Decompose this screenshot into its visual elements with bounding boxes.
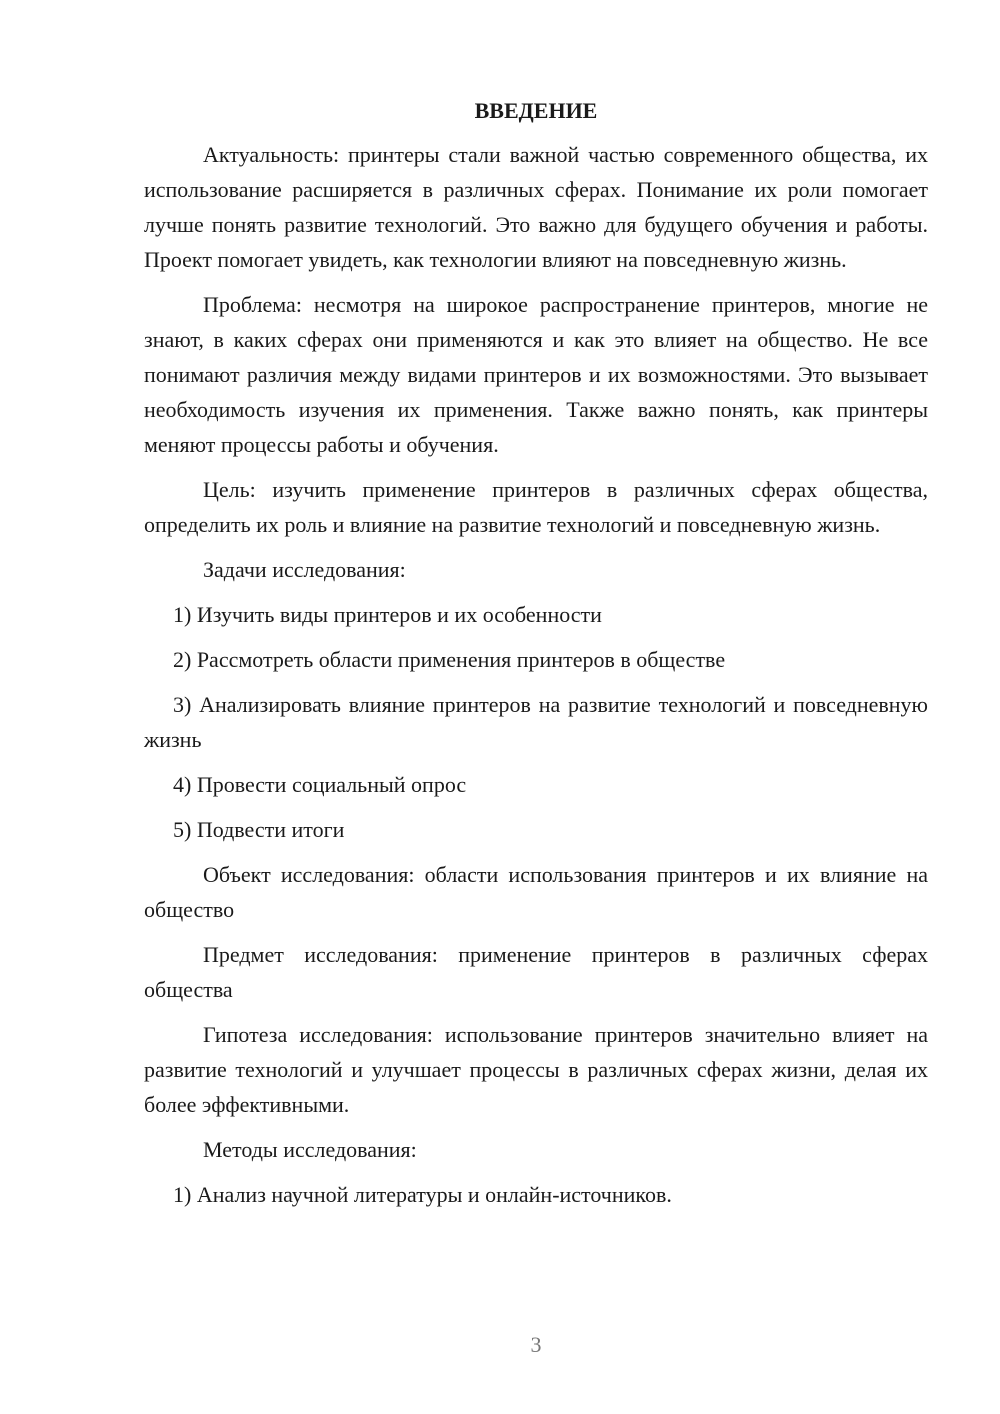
- object-paragraph: Объект исследования: области использования принтеров и их влияние на общество: [144, 862, 928, 922]
- task-item-5: 5) Подвести итоги: [173, 817, 345, 842]
- hypothesis-paragraph: Гипотеза исследования: использование принтеров значительно влияет на развитие технологий и улучшает процессы в различных сферах жизни, делая их более эффективными.: [144, 1022, 928, 1117]
- task-item-3: 3) Анализировать влияние принтеров на развитие технологий и повседневную жизнь: [144, 692, 928, 752]
- goal-paragraph: Цель: изучить применение принтеров в различных сферах общества, определить их роль и влияние на развитие технологий и повседневную жизнь.: [144, 477, 928, 537]
- task-item-2: 2) Рассмотреть области применения принтеров в обществе: [173, 647, 726, 672]
- page-number: 3: [530, 1332, 542, 1357]
- page-title: ВВЕДЕНИЕ: [474, 98, 598, 123]
- problem-paragraph: Проблема: несмотря на широкое распространение принтеров, многие не знают, в каких сферах они применяются и как это влияет на общество. Не все понимают различия между видами принтеров и их возможностями. Это вызывает необходимость изучения их применения. Также важно понять, как принтеры меняют процессы работы и обучения.: [144, 292, 928, 457]
- relevance-paragraph: Актуальность: принтеры стали важной частью современного общества, их использование расширяется в различных сферах. Понимание их роли помогает лучше понять развитие технологий. Это важно для будущего обучения и работы. Проект помогает увидеть, как технологии влияют на повседневную жизнь.: [144, 142, 928, 272]
- tasks-heading: Задачи исследования:: [203, 557, 406, 582]
- task-item-1: 1) Изучить виды принтеров и их особенности: [173, 602, 602, 627]
- method-item-1: 1) Анализ научной литературы и онлайн-источников.: [173, 1182, 672, 1207]
- methods-heading: Методы исследования:: [203, 1137, 417, 1162]
- task-item-4: 4) Провести социальный опрос: [173, 772, 467, 797]
- document-page: [144, 96, 928, 1222]
- subject-paragraph: Предмет исследования: применение принтеров в различных сферах общества: [144, 942, 928, 1002]
